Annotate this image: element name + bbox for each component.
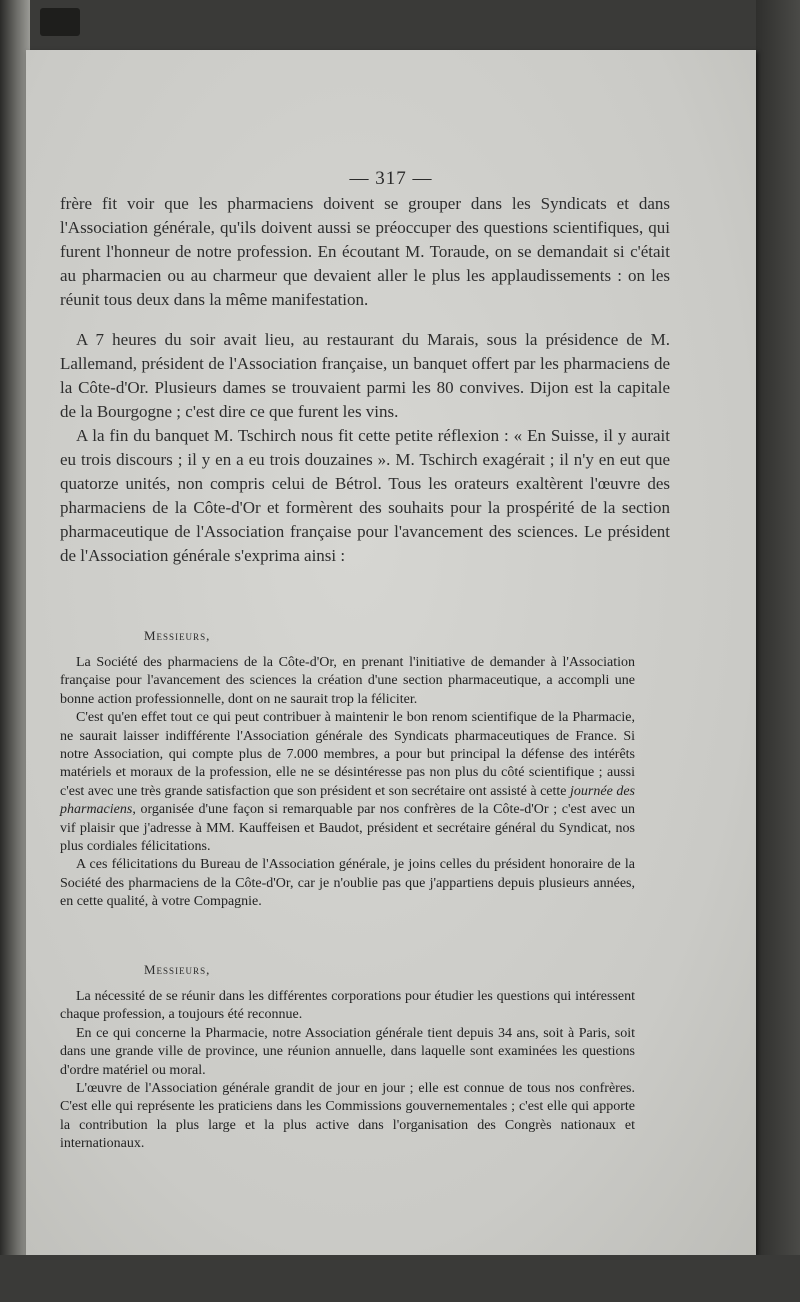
speech1-paragraph-1: La Société des pharmaciens de la Côte-d'Or, en prenant l'initiative de demander à l'Association française pour l'avancement des sciences la création d'une section pharmaceutique, a accompli une bonne action professionnelle, dont on ne saurait trop la féliciter.: [60, 655, 635, 707]
right-margin-shadow: [756, 0, 800, 1302]
intro-paragraph-1: frère fit voir que les pharmaciens doivent se grouper dans les Syndicats et dans l'Association générale, qu'ils doivent aussi se préoccuper des questions scientifiques, qui furent l'honneur de notre profession. En écoutant M. Toraude, on se demandait si c'était au pharmacien ou au charmeur que devaient aller le plus les applaudissements : on les réunit tous deux dans la même manifestation.: [60, 194, 670, 309]
speech2-paragraph-3: L'œuvre de l'Association générale grandit de jour en jour ; elle est connue de tous nos confrères. C'est elle qui représente les praticiens dans les Commissions gouvernementales ; c'est elle qui apporte la contribution la plus large et la plus active dans l'organisation des Congrès nationaux et internationaux.: [60, 1081, 635, 1152]
speech2-paragraph-1: La nécessité de se réunir dans les différentes corporations pour étudier les questions qui intéressent chaque profession, a toujours été reconnue.: [60, 989, 635, 1023]
speech1-paragraph-2-emphasis: journée des pharmaciens: [60, 783, 635, 818]
document-page: [26, 50, 756, 1255]
speech1-paragraph-3: A ces félicitations du Bureau de l'Association générale, je joins celles du président honoraire de la Société des pharmaciens de la Côte-d'Or, car je n'oublie pas que j'appartiens depuis plusieurs années, en cette qualité, à votre Compagnie.: [60, 857, 635, 910]
speech1-text: [60, 654, 635, 912]
intro-paragraph-3: A la fin du banquet M. Tschirch nous fit cette petite réflexion : « En Suisse, il y aurait eu trois discours ; il y en a eu trois douzaines ». M. Tschirch exagérait ; il n'y en eut que quatorze unités, non compris celui de Bétrol. Tous les orateurs exaltèrent l'œuvre des pharmaciens de la Côte-d'Or et formèrent des souhaits pour la prospérité de la section pharmaceutique de l'Association française pour l'avancement des sciences. Le président de l'Association générale s'exprima ainsi :: [60, 426, 670, 565]
speech1-paragraph-2: [60, 709, 635, 856]
speech1-paragraph-2-part-b: , organisée d'une façon si remarquable par nos confrères de la Côte-d'Or ; c'est avec un vif plaisir que j'adresse à MM. Kauffeisen et Baudot, président et secrétaire général du Syndicat, nos plus cordiales félicitations.: [60, 802, 635, 855]
paragraph-gap: [60, 312, 670, 328]
speech2-paragraph-2: En ce qui concerne la Pharmacie, notre Association générale tient depuis 34 ans, soit à Paris, soit dans une grande ville de province, une réunion annuelle, dans laquelle sont examinées les questions d'ordre matériel ou moral.: [60, 1025, 635, 1078]
speech1-salutation: Messieurs,: [144, 628, 211, 643]
bottom-background: [0, 1255, 800, 1302]
speech2-text: [60, 988, 635, 1154]
speech2-salutation: Messieurs,: [144, 962, 211, 977]
binding-clip: [40, 8, 80, 36]
page-number: — 317 —: [349, 168, 433, 189]
speech1-paragraph-2-part-a: C'est qu'en effet tout ce qui peut contribuer à maintenir le bon renom scientifique de la Pharmacie, ne saurait laisser indifférente l'Association générale des Syndicats pharmaceutiques de France. Si notre Association, qui compte plus de 7.000 membres, a pour but principal la défense des intérêts matériels et moraux de la profession, elle ne se désintéresse pas non plus du côté scientifique ; aussi c'est avec une très grande satisfaction que son président et son secrétaire ont assisté à cette: [60, 710, 635, 799]
intro-paragraph-2: A 7 heures du soir avait lieu, au restaurant du Marais, sous la présidence de M. Lallemand, président de l'Association française, un banquet offert par les pharmaciens de la Côte-d'Or. Plusieurs dames se trouvaient parmi les 80 convives. Dijon est la capitale de la Bourgogne ; c'est dire ce que furent les vins.: [60, 330, 670, 421]
intro-text: [60, 192, 670, 568]
